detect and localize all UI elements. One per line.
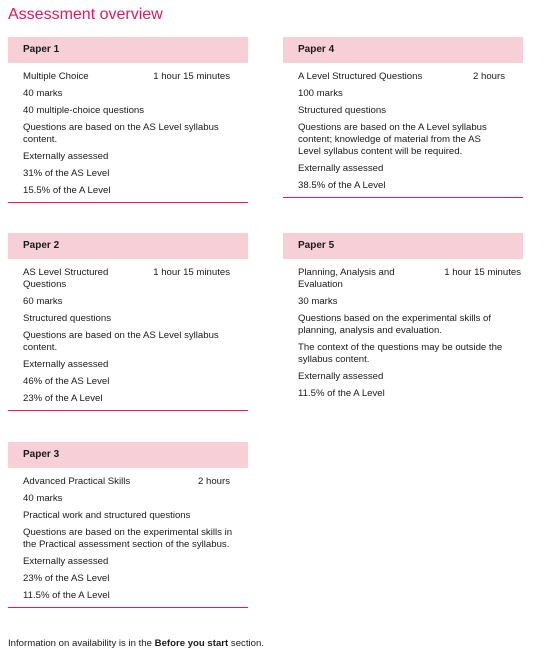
- paper-name: A Level Structured Questions: [298, 71, 423, 82]
- card-divider: [283, 197, 523, 198]
- paper-5-card: [283, 233, 523, 405]
- paper-marks: 60 marks: [23, 296, 63, 307]
- paper-1-card: [8, 37, 248, 203]
- paper-assessed: Externally assessed: [298, 371, 384, 382]
- paper-as-weight: 31% of the AS Level: [23, 168, 110, 179]
- paper-format: Practical work and structured questions: [23, 510, 191, 521]
- paper-duration: 2 hours: [198, 476, 230, 487]
- paper-marks: 40 marks: [23, 88, 63, 99]
- paper-a-weight: 11.5% of the A Level: [23, 590, 110, 601]
- paper-assessed: Externally assessed: [23, 359, 109, 370]
- paper-assessed: Externally assessed: [23, 151, 109, 162]
- paper-content: Questions are based on the AS Level syllabus content.: [23, 122, 219, 145]
- paper-2-card: [8, 233, 248, 411]
- paper-duration: 1 hour 15 minutes: [153, 71, 230, 82]
- note-suffix: section.: [228, 638, 264, 649]
- paper-heading: Paper 3: [8, 442, 248, 468]
- paper-content: Questions are based on the AS Level syllabus content.: [23, 330, 219, 353]
- paper-duration: 2 hours: [473, 71, 505, 82]
- note-prefix: Information on availability is in the: [8, 638, 155, 649]
- paper-assessed: Externally assessed: [298, 163, 384, 174]
- paper-heading: Paper 1: [8, 37, 248, 63]
- paper-a-weight: 38.5% of the A Level: [298, 180, 386, 191]
- paper-heading: Paper 4: [283, 37, 523, 63]
- paper-a-weight: 23% of the A Level: [23, 393, 103, 404]
- card-divider: [8, 410, 248, 411]
- paper-a-weight: 15.5% of the A Level: [23, 185, 111, 196]
- paper-content: Questions based on the experimental skills of planning, analysis and evaluation.: [298, 313, 492, 336]
- paper-heading: Paper 2: [8, 233, 248, 259]
- paper-marks: 100 marks: [298, 88, 343, 99]
- paper-name: Planning, Analysis and Evaluation: [298, 267, 395, 290]
- paper-duration: 1 hour 15 minutes: [153, 267, 230, 278]
- before-you-start-ref: Before you start: [154, 638, 229, 649]
- paper-as-weight: 46% of the AS Level: [23, 376, 110, 387]
- paper-format: Structured questions: [23, 313, 111, 324]
- paper-duration: 1 hour 15 minutes: [444, 267, 521, 278]
- page-title: Assessment overview: [8, 6, 163, 23]
- paper-format: 40 multiple-choice questions: [23, 105, 145, 116]
- paper-4-card: [283, 37, 523, 198]
- paper-content: Questions are based on the experimental skills in the Practical assessment section of the syllabus.: [23, 527, 233, 550]
- paper-heading: Paper 5: [283, 233, 523, 259]
- paper-content: Questions are based on the A Level syllabus content; knowledge of material from the AS Level syllabus content will be required.: [298, 122, 487, 157]
- paper-3-card: [8, 442, 248, 608]
- paper-format: Structured questions: [298, 105, 386, 116]
- card-divider: [8, 607, 248, 608]
- paper-a-weight: 11.5% of the A Level: [298, 388, 385, 399]
- paper-as-weight: 23% of the AS Level: [23, 573, 110, 584]
- paper-context: The context of the questions may be outside the syllabus content.: [298, 342, 503, 365]
- availability-note: [8, 638, 264, 649]
- paper-name: AS Level Structured Questions: [23, 267, 109, 290]
- paper-marks: 30 marks: [298, 296, 338, 307]
- paper-name: Multiple Choice: [23, 71, 89, 82]
- card-divider: [8, 202, 248, 203]
- paper-name: Advanced Practical Skills: [23, 476, 131, 487]
- paper-marks: 40 marks: [23, 493, 63, 504]
- paper-assessed: Externally assessed: [23, 556, 109, 567]
